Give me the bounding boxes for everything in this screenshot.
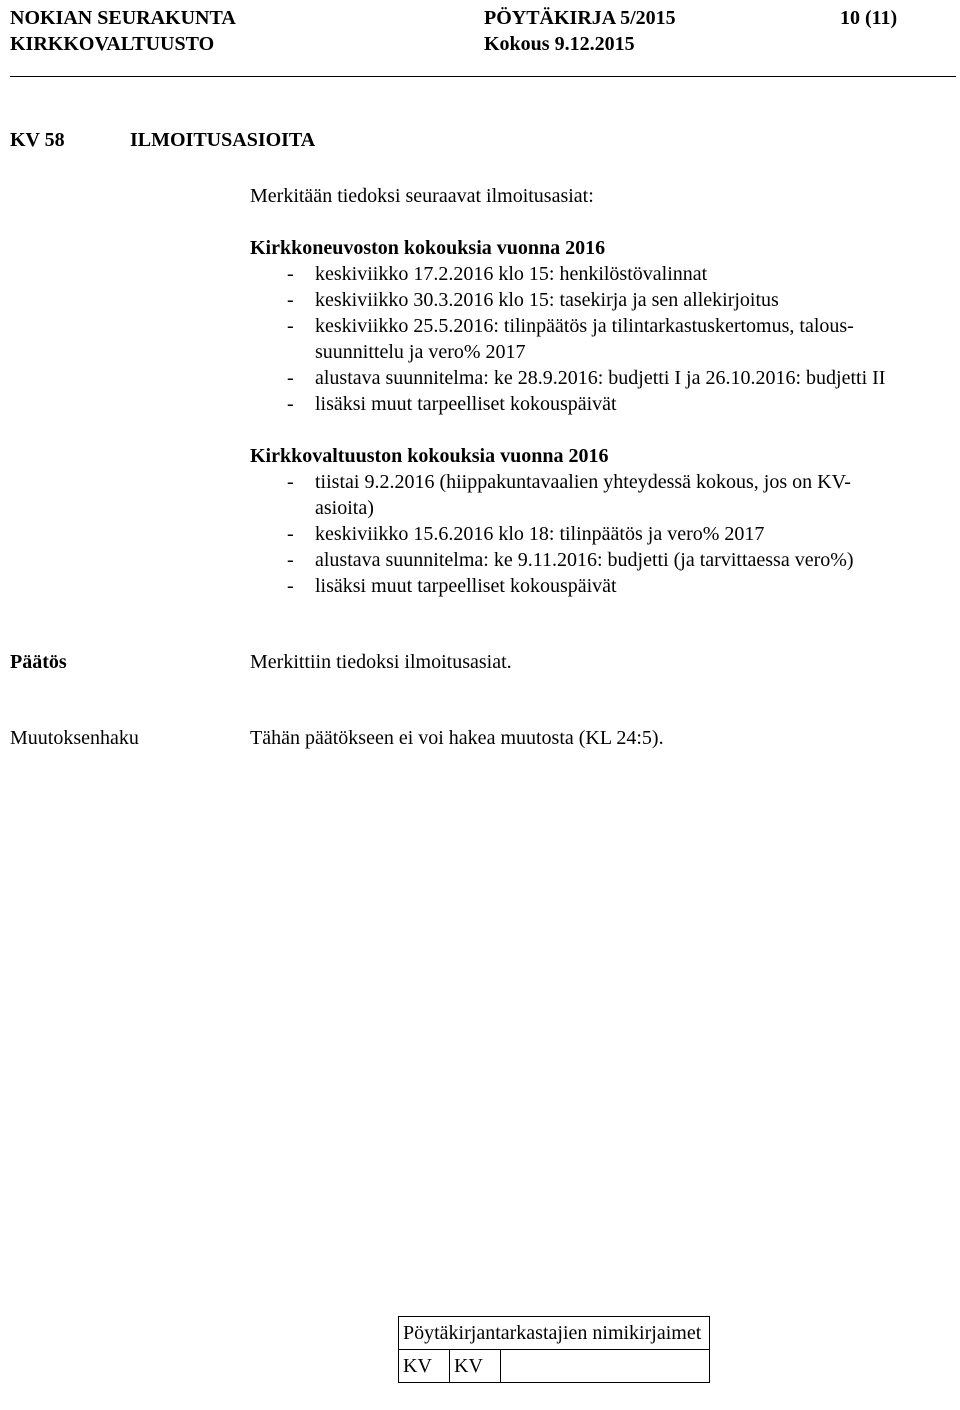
list-item-continuation: asioita) xyxy=(315,497,374,519)
decision-label: Päätös xyxy=(10,651,67,673)
section-title: ILMOITUSASIOITA xyxy=(130,129,316,151)
header-rule xyxy=(10,76,956,77)
list-item: keskiviikko 15.6.2016 klo 18: tilinpäätös ja vero% 2017 xyxy=(315,523,765,545)
signature-cell-1: KV xyxy=(399,1350,450,1383)
list-dash: - xyxy=(287,523,294,545)
list-dash: - xyxy=(287,367,294,389)
list-item: keskiviikko 30.3.2016 klo 15: tasekirja ja sen allekirjoitus xyxy=(315,289,779,311)
list-item: tiistai 9.2.2016 (hiippakuntavaalien yhteydessä kokous, jos on KV- xyxy=(315,471,851,493)
list-item: lisäksi muut tarpeelliset kokouspäivät xyxy=(315,575,617,597)
list-dash: - xyxy=(287,315,294,337)
group1-heading: Kirkkoneuvoston kokouksia vuonna 2016 xyxy=(250,237,606,259)
header-meeting-date: Kokous 9.12.2015 xyxy=(484,33,635,55)
signature-cell-empty xyxy=(501,1350,710,1383)
list-item: lisäksi muut tarpeelliset kokouspäivät xyxy=(315,393,617,415)
list-item: alustava suunnitelma: ke 9.11.2016: budjetti (ja tarvittaessa vero%) xyxy=(315,549,854,571)
header-body: KIRKKOVALTUUSTO xyxy=(10,33,215,55)
list-dash: - xyxy=(287,289,294,311)
appeal-text: Tähän päätökseen ei voi hakea muutosta (KL 24:5). xyxy=(250,727,664,749)
list-dash: - xyxy=(287,575,294,597)
decision-text: Merkittiin tiedoksi ilmoitusasiat. xyxy=(250,651,512,673)
list-item: keskiviikko 17.2.2016 klo 15: henkilöstövalinnat xyxy=(315,263,708,285)
list-item: keskiviikko 25.5.2016: tilinpäätös ja tilintarkastuskertomus, talous- xyxy=(315,315,854,337)
list-dash: - xyxy=(287,263,294,285)
list-item: alustava suunnitelma: ke 28.9.2016: budjetti I ja 26.10.2016: budjetti II xyxy=(315,367,886,389)
group2-heading: Kirkkovaltuuston kokouksia vuonna 2016 xyxy=(250,445,609,467)
signature-table-label: Pöytäkirjantarkastajien nimikirjaimet xyxy=(399,1317,710,1350)
section-number: KV 58 xyxy=(10,129,65,151)
list-item-continuation: suunnittelu ja vero% 2017 xyxy=(315,341,526,363)
list-dash: - xyxy=(287,393,294,415)
header-org: NOKIAN SEURAKUNTA xyxy=(10,7,236,29)
signature-table xyxy=(398,1316,710,1383)
header-doc-number: PÖYTÄKIRJA 5/2015 xyxy=(484,7,676,29)
list-dash: - xyxy=(287,471,294,493)
signature-cell-2: KV xyxy=(450,1350,501,1383)
intro-text: Merkitään tiedoksi seuraavat ilmoitusasiat: xyxy=(250,185,594,207)
appeal-label: Muutoksenhaku xyxy=(10,727,139,749)
header-page-number: 10 (11) xyxy=(840,7,898,29)
list-dash: - xyxy=(287,549,294,571)
